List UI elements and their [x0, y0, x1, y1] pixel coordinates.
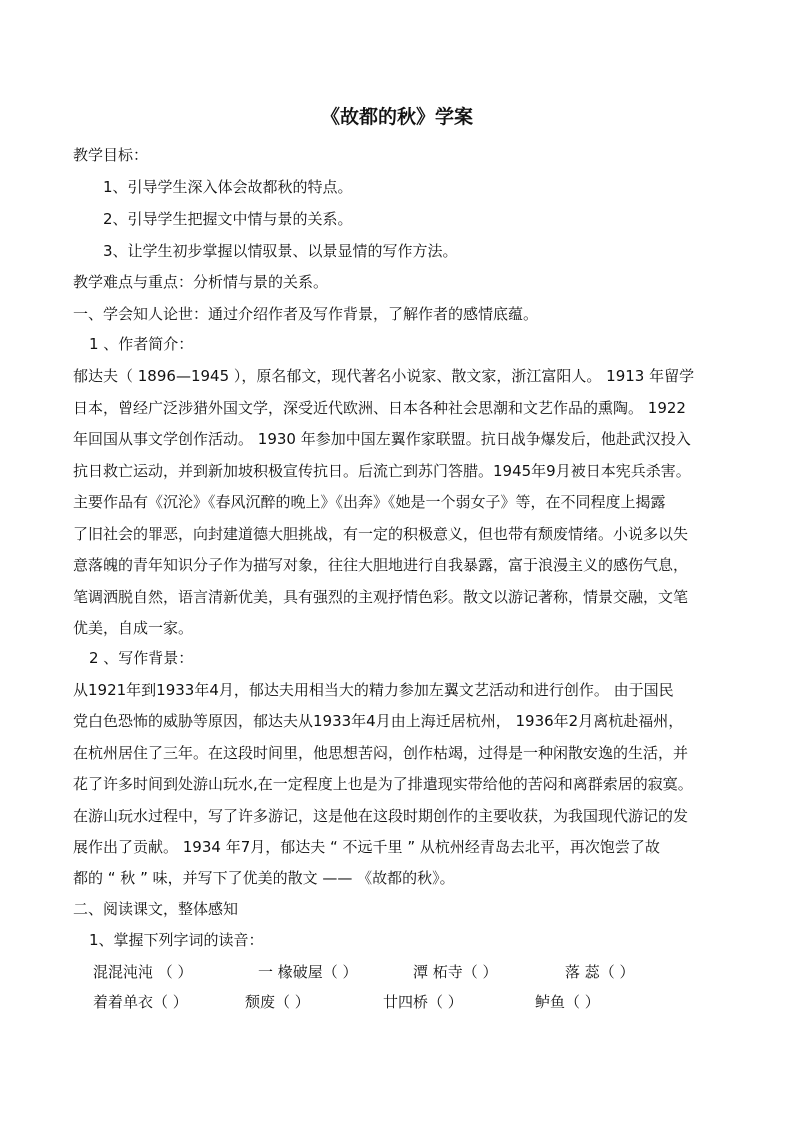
author-line: 主要作品有《沉沦》《春风沉醉的晚上》《出奔》《她是一个弱女子》等，在不同程度上揭露	[73, 493, 666, 511]
goal-item-2: 2、引导学生把握文中情与景的关系。	[103, 210, 353, 228]
background-line: 在杭州居住了三年。在这段时间里，他思想苦闷，创作枯竭，过得是一种闲散安逸的生活，并	[73, 744, 689, 762]
vocab-row-1	[0, 962, 794, 982]
background-line: 在游山玩水过程中，写了许多游记，这是他在这段时期创作的主要收获，为我国现代游记的发	[73, 807, 689, 825]
background-line: 展作出了贡献。 1934 年7月，郁达夫 “ 不远千里 ” 从杭州经青岛去北平，再次饱尝了故	[73, 838, 660, 856]
vocab-row-2	[0, 992, 794, 1012]
background-line: 花了许多时间到处游山玩水,在一定程度上也是为了排遣现实带给他的苦闷和离群索居的寂寞。	[73, 775, 693, 793]
author-line: 年回国从事文学创作活动。 1930 年参加中国左翼作家联盟。抗日战争爆发后，他赴武汉投入	[73, 430, 691, 448]
vocab-item: 一 椽破屋（ ）	[258, 963, 358, 981]
author-line: 意落魄的青年知识分子作为描写对象，往往大胆地进行自我暴露，富于浪漫主义的感伤气息，	[73, 556, 689, 574]
vocab-item: 颓废（ ）	[245, 993, 310, 1011]
document-title: 《故都的秋》学案	[320, 106, 473, 128]
author-line: 优美，自成一家。	[73, 619, 194, 637]
author-line: 日本，曾经广泛涉猎外国文学，深受近代欧洲、日本各种社会思潮和文艺作品的熏陶。 1922	[73, 399, 686, 417]
key-point: 教学难点与重点：分析情与景的关系。	[73, 273, 329, 291]
author-heading: 1 、作者简介：	[89, 335, 194, 353]
author-line: 了旧社会的罪恶，向封建道德大胆挑战，有一定的积极意义，但也带有颓废情绪。小说多以失	[73, 525, 689, 543]
author-line: 笔调洒脱自然，语言清新优美，具有强烈的主观抒情色彩。散文以游记著称，情景交融，文笔	[73, 588, 689, 606]
goal-item-1: 1、引导学生深入体会故都秋的特点。	[103, 178, 353, 196]
section2-heading: 二、阅读课文，整体感知	[73, 900, 239, 918]
goals-heading: 教学目标：	[73, 146, 149, 164]
vocab-item: 混混沌沌 （ ）	[93, 963, 193, 981]
vocab-item: 潭 柘寺（ ）	[413, 963, 498, 981]
background-line: 从1921年到1933年4月，郁达夫用相当大的精力参加左翼文艺活动和进行创作。 由于国民	[73, 681, 674, 699]
goal-item-3: 3、让学生初步掌握以情驭景、以景显情的写作方法。	[103, 242, 458, 260]
vocab-item: 着着单衣（ ）	[93, 993, 188, 1011]
section1-heading: 一、学会知人论世：通过介绍作者及写作背景，了解作者的感情底蕴。	[73, 305, 539, 323]
vocab-item: 落 蕊（ ）	[565, 963, 635, 981]
vocab-item: 鲈鱼（ ）	[535, 993, 600, 1011]
background-line: 党白色恐怖的威胁等原因，郁达夫从1933年4月由上海迁居杭州， 1936年2月离杭赴福州，	[73, 712, 684, 730]
author-line: 郁达夫（ 1896—1945 ），原名郁文，现代著名小说家、散文家，浙江富阳人。 1913 年留学	[73, 367, 695, 385]
background-line: 都的 “ 秋 ” 味，并写下了优美的散文 —— 《故都的秋》。	[73, 869, 455, 887]
background-heading: 2 、写作背景：	[89, 649, 194, 667]
vocab-heading: 1、掌握下列字词的读音：	[89, 931, 264, 949]
author-line: 抗日救亡运动，并到新加坡积极宣传抗日。后流亡到苏门答腊。1945年9月被日本宪兵杀害。	[73, 462, 691, 480]
vocab-item: 廿四桥（ ）	[383, 993, 463, 1011]
